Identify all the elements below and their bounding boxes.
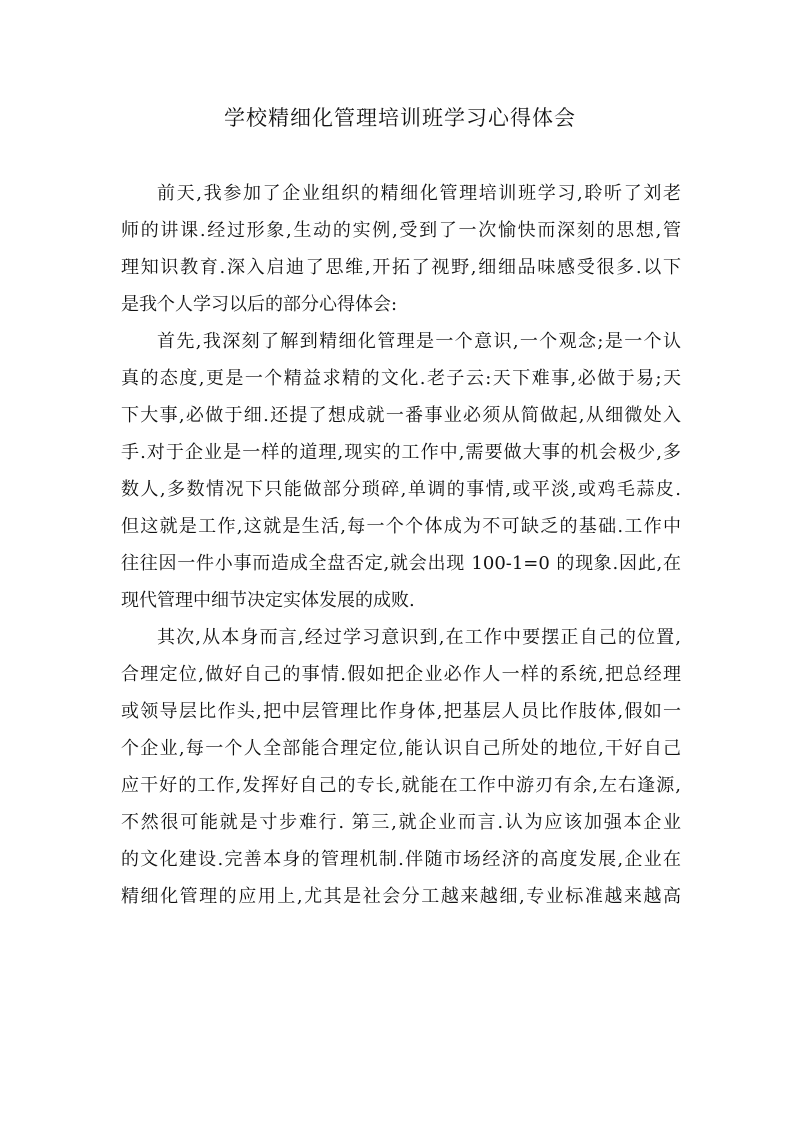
paragraph-2-line-6: 但这就是工作,这就是生活,每一个个体成为不可缺乏的基础.工作中 — [121, 516, 681, 537]
paragraph-3-line-1: 其次,从本身而言,经过学习意识到,在工作中要摆正自己的位置, — [157, 627, 681, 648]
paragraph-3-line-6: 不然很可能就是寸步难行. 第三,就企业而言.认为应该加强本企业 — [121, 812, 681, 833]
paragraph-1-line-1: 前天,我参加了企业组织的精细化管理培训班学习,聆听了刘老 — [157, 183, 681, 204]
paragraph-3-line-3: 或领导层比作头,把中层管理比作身体,把基层人员比作肢体,假如一 — [121, 701, 681, 722]
paragraph-2-line-5: 数人,多数情况下只能做部分琐碎,单调的事情,或平淡,或鸡毛蒜皮. — [121, 479, 681, 500]
paragraph-3-line-4: 个企业,每一个人全部能合理定位,能认识自己所处的地位,干好自己 — [121, 738, 681, 759]
paragraph-1-line-2: 师的讲课.经过形象,生动的实例,受到了一次愉快而深刻的思想,管 — [121, 220, 681, 241]
paragraph-3-line-8: 精细化管理的应用上,尤其是社会分工越来越细,专业标准越来越高 — [121, 886, 681, 907]
paragraph-1-line-3: 理知识教育.深入启迪了思维,开拓了视野,细细品味感受很多.以下 — [121, 257, 681, 278]
paragraph-1-line-4: 是我个人学习以后的部分心得体会: — [121, 294, 398, 315]
paragraph-2-line-2: 真的态度,更是一个精益求精的文化.老子云:天下难事,必做于易;天 — [121, 368, 681, 389]
paragraph-2-line-7: 往往因一件小事而造成全盘否定,就会出现 100-1=0 的现象.因此,在 — [121, 553, 681, 574]
paragraph-2-line-8: 现代管理中细节决定实体发展的成败. — [121, 590, 415, 611]
paragraph-3-line-7: 的文化建设.完善本身的管理机制.伴随市场经济的高度发展,企业在 — [121, 849, 681, 870]
paragraph-3-line-2: 合理定位,做好自己的事情.假如把企业必作人一样的系统,把总经理 — [121, 664, 681, 685]
paragraph-2-line-4: 手.对于企业是一样的道理,现实的工作中,需要做大事的机会极少,多 — [121, 442, 681, 463]
document-body — [121, 175, 681, 915]
paragraph-2-line-1: 首先,我深刻了解到精细化管理是一个意识,一个观念;是一个认 — [157, 331, 681, 352]
document-title: 学校精细化管理培训班学习心得体会 — [224, 106, 576, 130]
paragraph-3-line-5: 应干好的工作,发挥好自己的专长,就能在工作中游刃有余,左右逢源, — [121, 775, 681, 796]
paragraph-2-line-3: 下大事,必做于细.还提了想成就一番事业必须从简做起,从细微处入 — [121, 405, 681, 426]
